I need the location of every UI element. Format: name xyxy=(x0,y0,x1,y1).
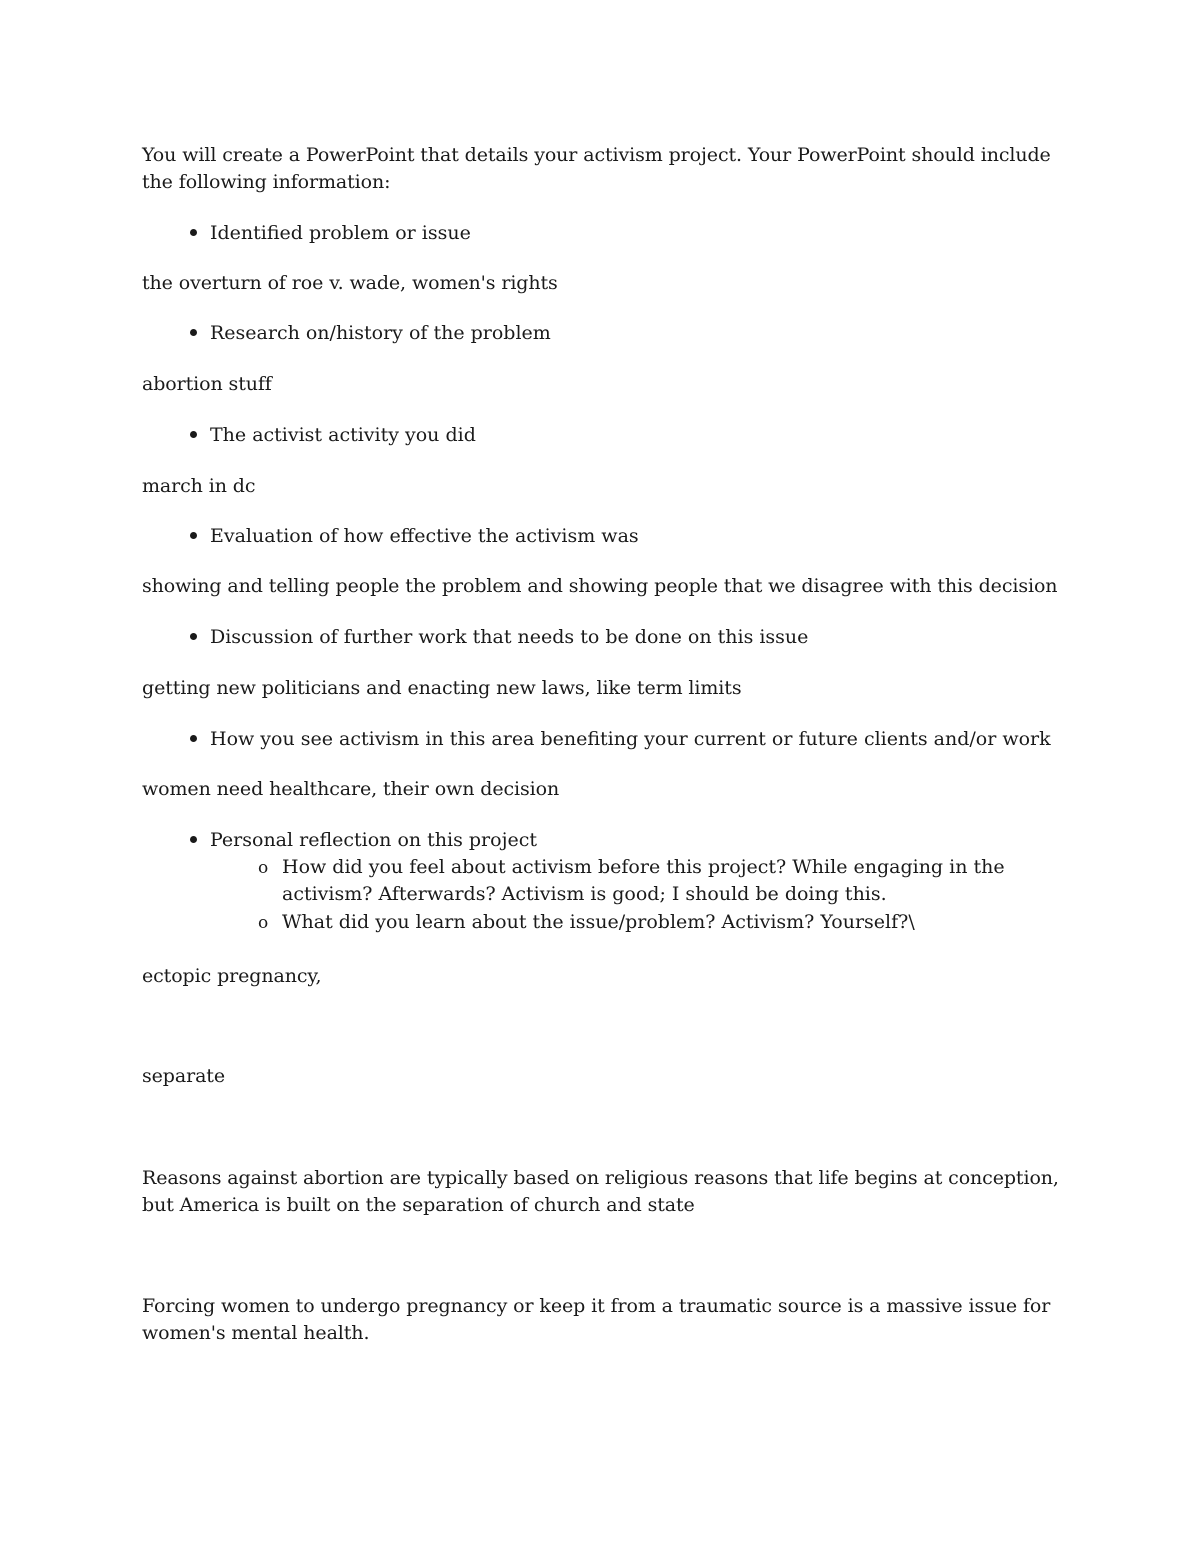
sub-list-item-continuation: activism? Afterwards? Activism is good; I should be doing this. xyxy=(282,883,887,905)
bullet-dot-icon xyxy=(190,532,197,539)
intro-text-line-2: the following information: xyxy=(142,171,391,193)
bullet-dot-icon xyxy=(190,229,197,236)
paragraph-line: Reasons against abortion are typically based on religious reasons that life begins at conception, xyxy=(142,1167,1059,1189)
answer-text: the overturn of roe v. wade, women's rights xyxy=(142,272,558,294)
answer-text: women need healthcare, their own decision xyxy=(142,778,560,800)
bullet-dot-icon xyxy=(190,735,197,742)
sub-list-item: o What did you learn about the issue/problem? Activism? Yourself?\ xyxy=(258,909,915,937)
note-text: separate xyxy=(142,1065,225,1087)
circle-bullet-icon: o xyxy=(258,858,269,878)
paragraph-line: Forcing women to undergo pregnancy or keep it from a traumatic source is a massive issue for xyxy=(142,1295,1051,1317)
bullet-item: The activist activity you did xyxy=(190,422,476,449)
bullet-item: Personal reflection on this project xyxy=(190,827,537,854)
bullet-item: Discussion of further work that needs to be done on this issue xyxy=(190,624,808,651)
answer-text: getting new politicians and enacting new laws, like term limits xyxy=(142,677,742,699)
bullet-item: Evaluation of how effective the activism was xyxy=(190,523,639,550)
intro-text-line-1: You will create a PowerPoint that details your activism project. Your PowerPoint should include xyxy=(142,144,1051,166)
answer-text: showing and telling people the problem and showing people that we disagree with this decision xyxy=(142,575,1058,597)
bullet-item: How you see activism in this area benefiting your current or future clients and/or work xyxy=(190,726,1051,753)
paragraph-line: women's mental health. xyxy=(142,1322,370,1344)
sub-list-item: o How did you feel about activism before this project? While engaging in the xyxy=(258,854,1005,882)
bullet-item: Research on/history of the problem xyxy=(190,320,551,347)
answer-text: abortion stuff xyxy=(142,373,272,395)
bullet-dot-icon xyxy=(190,836,197,843)
circle-bullet-icon: o xyxy=(258,913,269,933)
bullet-dot-icon xyxy=(190,633,197,640)
note-text: ectopic pregnancy, xyxy=(142,965,322,987)
bullet-item: Identified problem or issue xyxy=(190,220,471,247)
bullet-dot-icon xyxy=(190,431,197,438)
answer-text: march in dc xyxy=(142,475,256,497)
bullet-dot-icon xyxy=(190,329,197,336)
paragraph-line: but America is built on the separation of church and state xyxy=(142,1194,695,1216)
